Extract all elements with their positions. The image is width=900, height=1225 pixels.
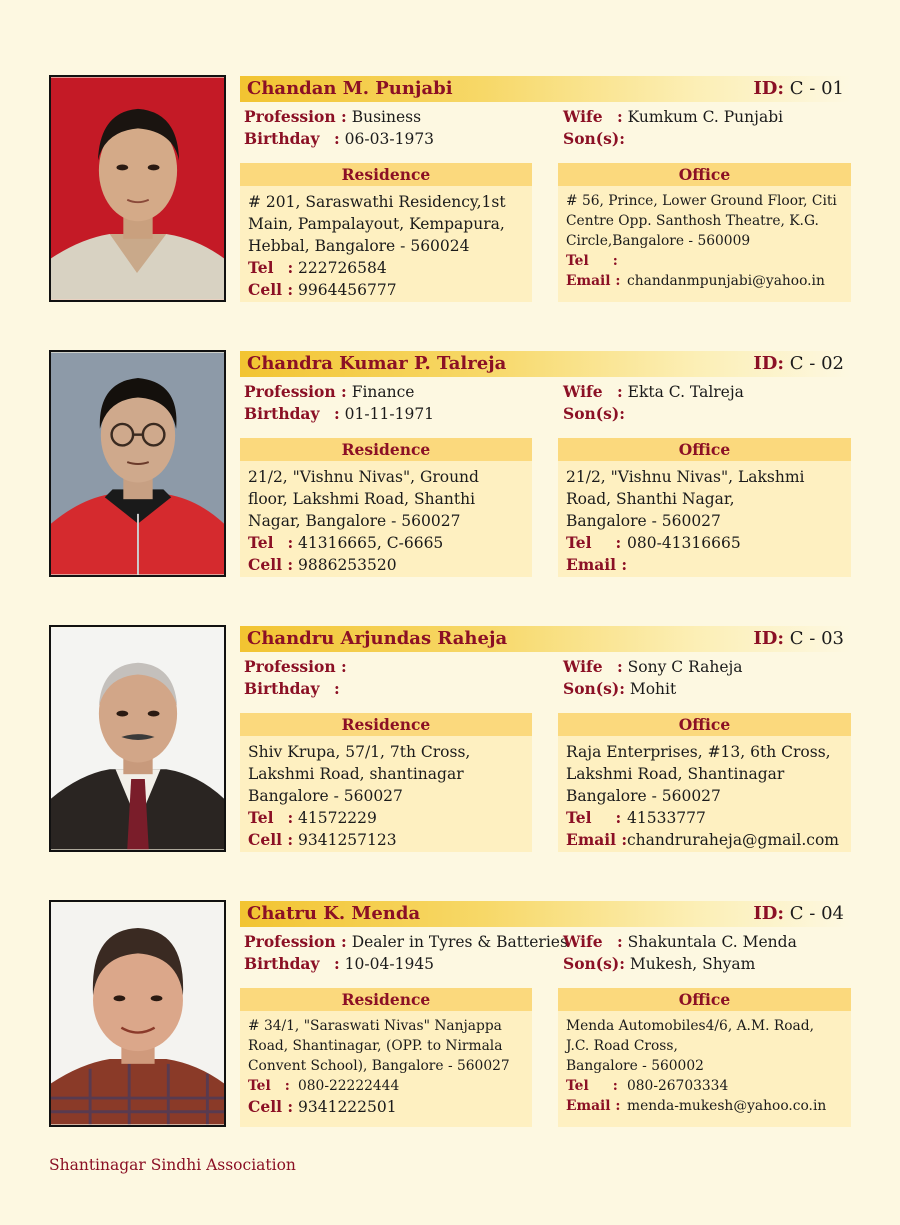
residence-heading: Residence	[240, 163, 532, 186]
tel-label: Tel :	[566, 533, 622, 552]
wife-label: Wife	[563, 382, 603, 401]
office-heading: Office	[558, 713, 851, 736]
birthday-colon: :	[334, 129, 340, 148]
residence-body	[240, 186, 532, 301]
wife-value: Ekta C. Talreja	[627, 383, 744, 401]
name-bar	[240, 76, 850, 102]
name-bar	[240, 351, 850, 377]
member-name: Chatru K. Menda	[247, 903, 421, 924]
id-label: ID:	[753, 903, 785, 924]
residence-cell: 9341222501	[298, 1098, 397, 1116]
residence-heading: Residence	[240, 988, 532, 1011]
residence-body	[240, 461, 532, 576]
portrait-photo-image	[51, 352, 224, 575]
portrait-photo-image	[51, 902, 224, 1125]
office-heading: Office	[558, 988, 851, 1011]
office-address: # 56, Prince, Lower Ground Floor, Citi Centre Opp. Santhosh Theatre, K.G. Circle,Bangalore - 560009	[566, 193, 837, 249]
profession-label: Profession :	[244, 107, 347, 126]
member-card	[49, 625, 851, 853]
personal-info	[244, 656, 347, 700]
office-address: 21/2, "Vishnu Nivas", Lakshmi Road, Shanthi Nagar, Bangalore - 560027	[566, 468, 805, 530]
office-body	[558, 461, 851, 576]
residence-box	[240, 988, 532, 1127]
residence-cell: 9886253520	[298, 556, 397, 574]
portrait-photo-image	[51, 77, 224, 300]
residence-body	[240, 736, 532, 851]
tel-label: Tel :	[566, 1078, 618, 1094]
office-body	[558, 186, 851, 291]
portrait-photo	[49, 350, 226, 577]
residence-box	[240, 438, 532, 577]
tel-label: Tel :	[248, 808, 294, 827]
family-info	[563, 106, 783, 150]
office-email[interactable]: menda-mukesh@yahoo.co.in	[627, 1098, 827, 1114]
family-info	[563, 381, 744, 425]
birthday-colon: :	[334, 404, 340, 423]
residence-heading: Residence	[240, 713, 532, 736]
residence-body	[240, 1011, 532, 1118]
residence-heading: Residence	[240, 438, 532, 461]
id-label: ID:	[753, 353, 785, 374]
birthday-label: Birthday	[244, 129, 320, 148]
residence-cell: 9341257123	[298, 831, 397, 849]
profession-label: Profession :	[244, 932, 347, 951]
office-heading: Office	[558, 438, 851, 461]
residence-address: # 201, Saraswathi Residency,1st Main, Pampalayout, Kempapura, Hebbal, Bangalore - 560024	[248, 193, 506, 255]
member-card	[49, 350, 851, 578]
office-heading: Office	[558, 163, 851, 186]
residence-cell: 9964456777	[298, 281, 397, 299]
residence-tel: 41572229	[298, 809, 377, 827]
office-tel: 080-41316665	[627, 534, 741, 552]
id-label: ID:	[753, 78, 785, 99]
wife-colon: :	[617, 382, 623, 401]
member-id	[753, 353, 844, 374]
sons-label: Son(s):	[563, 954, 625, 973]
profession-value: Finance	[351, 383, 415, 401]
sons-label: Son(s):	[563, 679, 625, 698]
cell-label: Cell :	[248, 830, 294, 849]
name-bar	[240, 901, 850, 927]
member-id	[753, 78, 844, 99]
office-box	[558, 988, 851, 1127]
residence-box	[240, 713, 532, 852]
office-body	[558, 1011, 851, 1116]
birthday-label: Birthday	[244, 954, 320, 973]
tel-label: Tel :	[248, 258, 294, 277]
wife-label: Wife	[563, 657, 603, 676]
personal-info	[244, 106, 434, 150]
id-label: ID:	[753, 628, 785, 649]
birthday-value: 01-11-1971	[344, 405, 435, 423]
personal-info	[244, 381, 434, 425]
profession-value: Business	[351, 108, 422, 126]
wife-label: Wife	[563, 107, 603, 126]
id-value: C - 03	[789, 628, 844, 649]
wife-colon: :	[617, 107, 623, 126]
office-box	[558, 163, 851, 302]
wife-label: Wife	[563, 932, 603, 951]
sons-label: Son(s):	[563, 129, 625, 148]
member-card	[49, 900, 851, 1128]
office-email[interactable]: chandanmpunjabi@yahoo.in	[627, 273, 825, 289]
profession-value: Dealer in Tyres & Batteries	[351, 933, 568, 951]
footer-association-name: Shantinagar Sindhi Association	[49, 1156, 296, 1174]
wife-value: Shakuntala C. Menda	[627, 933, 797, 951]
office-email[interactable]: chandruraheja@gmail.com	[627, 831, 839, 849]
cell-label: Cell :	[248, 280, 294, 299]
member-id	[753, 903, 844, 924]
residence-address: # 34/1, "Saraswati Nivas" Nanjappa Road, Shantinagar, (OPP. to Nirmala Convent School), Bangalore - 560027	[248, 1018, 510, 1074]
residence-address: 21/2, "Vishnu Nivas", Ground floor, Lakshmi Road, Shanthi Nagar, Bangalore - 560027	[248, 468, 479, 530]
member-id	[753, 628, 844, 649]
id-value: C - 01	[789, 78, 844, 99]
personal-info	[244, 931, 568, 975]
member-name: Chandra Kumar P. Talreja	[247, 353, 507, 374]
residence-tel: 080-22222444	[298, 1078, 400, 1094]
residence-box	[240, 163, 532, 302]
sons-value: Mukesh, Shyam	[629, 955, 756, 973]
family-info	[563, 931, 797, 975]
member-name: Chandru Arjundas Raheja	[247, 628, 508, 649]
email-label: Email :	[566, 1098, 621, 1114]
office-box	[558, 713, 851, 852]
email-label: Email :	[566, 830, 628, 849]
birthday-value: 06-03-1973	[344, 130, 435, 148]
email-label: Email :	[566, 273, 621, 289]
wife-colon: :	[617, 657, 623, 676]
sons-label: Son(s):	[563, 404, 625, 423]
office-tel: 080-26703334	[627, 1078, 729, 1094]
id-value: C - 02	[789, 353, 844, 374]
email-label: Email :	[566, 555, 628, 574]
birthday-label: Birthday	[244, 404, 320, 423]
portrait-photo	[49, 75, 226, 302]
wife-value: Sony C Raheja	[627, 658, 743, 676]
birthday-colon: :	[334, 679, 340, 698]
birthday-value: 10-04-1945	[344, 955, 435, 973]
name-bar	[240, 626, 850, 652]
sons-value: Mohit	[629, 680, 677, 698]
family-info	[563, 656, 743, 700]
tel-label: Tel :	[248, 1078, 290, 1094]
member-name: Chandan M. Punjabi	[247, 78, 453, 99]
cell-label: Cell :	[248, 1097, 294, 1116]
birthday-colon: :	[334, 954, 340, 973]
office-address: Raja Enterprises, #13, 6th Cross, Lakshmi Road, Shantinagar Bangalore - 560027	[566, 743, 831, 805]
office-body	[558, 736, 851, 851]
id-value: C - 04	[789, 903, 844, 924]
birthday-label: Birthday	[244, 679, 320, 698]
portrait-photo	[49, 900, 226, 1127]
cell-label: Cell :	[248, 555, 294, 574]
tel-label: Tel :	[248, 533, 294, 552]
portrait-photo-image	[51, 627, 224, 850]
office-tel: 41533777	[627, 809, 706, 827]
office-address: Menda Automobiles4/6, A.M. Road, J.C. Road Cross, Bangalore - 560002	[566, 1018, 814, 1074]
tel-label: Tel :	[566, 253, 618, 269]
residence-tel: 41316665, C-6665	[298, 534, 444, 552]
profession-label: Profession :	[244, 657, 347, 676]
wife-colon: :	[617, 932, 623, 951]
office-box	[558, 438, 851, 577]
member-card	[49, 75, 851, 303]
wife-value: Kumkum C. Punjabi	[627, 108, 784, 126]
portrait-photo	[49, 625, 226, 852]
tel-label: Tel :	[566, 808, 622, 827]
residence-tel: 222726584	[298, 259, 387, 277]
profession-label: Profession :	[244, 382, 347, 401]
residence-address: Shiv Krupa, 57/1, 7th Cross, Lakshmi Road, shantinagar Bangalore - 560027	[248, 743, 471, 805]
